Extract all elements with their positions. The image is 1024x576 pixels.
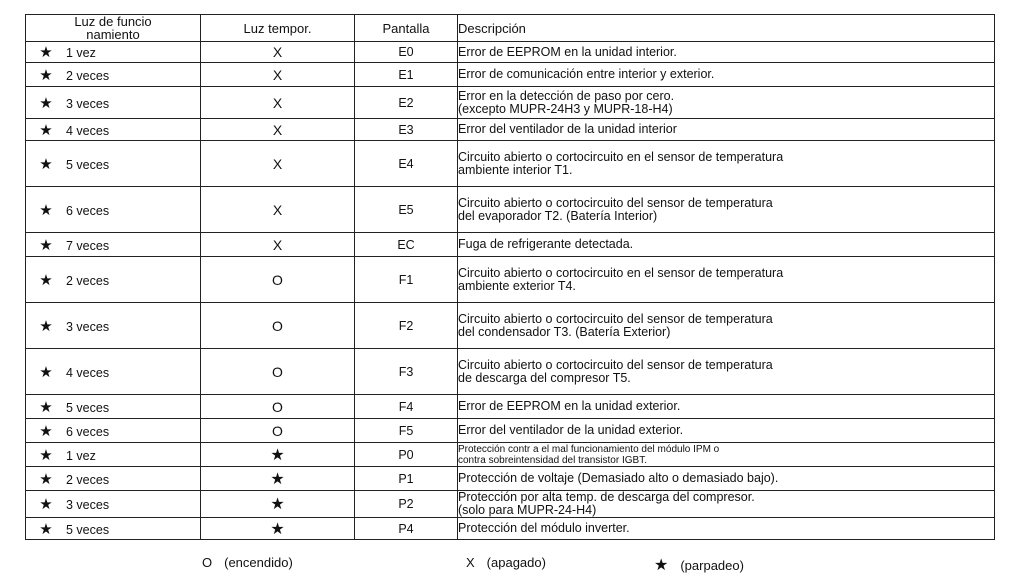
blink-count-cell xyxy=(26,491,201,518)
description-line: Fuga de refrigerante detectada. xyxy=(458,237,634,251)
star-icon: ★ xyxy=(39,422,53,440)
description-line: Error de EEPROM en la unidad exterior. xyxy=(458,399,681,413)
display-code: P1 xyxy=(355,467,458,491)
timer-light-symbol: X xyxy=(272,236,283,253)
blink-count-cell xyxy=(26,42,201,63)
header-pantalla: Pantalla xyxy=(355,15,458,42)
blink-count: 7 veces xyxy=(66,238,110,253)
blink-count-cell xyxy=(26,119,201,141)
legend-off-text: (apagado) xyxy=(486,555,546,570)
description-line: Protección de voltaje (Demasiado alto o demasiado bajo). xyxy=(458,471,779,485)
star-icon: ★ xyxy=(39,44,53,61)
timer-light-symbol: ★ xyxy=(270,496,285,513)
description-cell xyxy=(458,233,995,257)
legend-blink xyxy=(654,555,744,575)
blink-count: 6 veces xyxy=(66,203,110,218)
table-row xyxy=(26,443,995,467)
legend-on xyxy=(202,555,293,570)
blink-count-cell xyxy=(26,518,201,540)
blink-count: 1 vez xyxy=(66,448,96,463)
timer-light-cell xyxy=(201,119,355,141)
star-icon: ★ xyxy=(39,236,53,254)
timer-light-symbol: X xyxy=(272,66,283,83)
description-line: (excepto MUPR-24H3 y MUPR-18-H4) xyxy=(458,101,673,116)
description-line: contra sobreintensidad del transistor IGBT. xyxy=(458,454,647,466)
description-line: Error de EEPROM en la unidad interior. xyxy=(458,44,677,59)
timer-light-cell xyxy=(201,491,355,518)
timer-light-symbol: X xyxy=(272,94,283,111)
description-cell xyxy=(458,419,995,443)
blink-count: 5 veces xyxy=(66,157,110,172)
description-cell xyxy=(458,467,995,491)
display-code: P2 xyxy=(355,491,458,518)
display-code: E2 xyxy=(355,87,458,119)
timer-light-symbol: O xyxy=(272,317,283,334)
legend-off-symbol: X xyxy=(466,555,475,570)
table-row xyxy=(26,63,995,87)
timer-light-cell xyxy=(201,187,355,233)
description-line: Protección contr a el mal funcionamiento del módulo IPM o xyxy=(458,443,720,455)
timer-light-symbol: O xyxy=(272,398,283,415)
table-row xyxy=(26,467,995,491)
star-icon: ★ xyxy=(39,271,53,289)
legend-on-text: (encendido) xyxy=(224,555,293,570)
timer-light-symbol: X xyxy=(272,201,283,218)
blink-count: 4 veces xyxy=(66,123,110,138)
description-line: Error del ventilador de la unidad interior xyxy=(458,122,677,136)
description-cell xyxy=(458,63,995,87)
blink-count-cell xyxy=(26,257,201,303)
description-cell xyxy=(458,87,995,119)
table-row xyxy=(26,303,995,349)
description-cell xyxy=(458,518,995,540)
blink-count: 2 veces xyxy=(66,273,110,288)
star-icon: ★ xyxy=(39,446,53,464)
timer-light-symbol: X xyxy=(272,155,283,172)
table-row xyxy=(26,233,995,257)
blink-count: 5 veces xyxy=(66,400,110,415)
timer-light-cell xyxy=(201,395,355,419)
description-line: Error de comunicación entre interior y exterior. xyxy=(458,67,715,81)
star-icon: ★ xyxy=(39,496,53,513)
star-icon: ★ xyxy=(39,66,53,84)
timer-light-symbol: X xyxy=(272,44,283,60)
display-code: E1 xyxy=(355,63,458,87)
table-row xyxy=(26,87,995,119)
blink-count-cell xyxy=(26,419,201,443)
star-icon: ★ xyxy=(39,155,53,173)
legend-blink-text: (parpadeo) xyxy=(680,558,744,573)
blink-count: 6 veces xyxy=(66,424,110,439)
blink-count: 4 veces xyxy=(66,365,110,380)
description-line: Circuito abierto o cortocircuito del sensor de temperatura xyxy=(458,357,773,372)
description-line: ambiente interior T1. xyxy=(458,162,573,177)
description-line: Circuito abierto o cortocircuito del sensor de temperatura xyxy=(458,195,773,210)
display-code: P4 xyxy=(355,518,458,540)
timer-light-cell xyxy=(201,349,355,395)
star-icon: ★ xyxy=(39,121,53,139)
star-icon: ★ xyxy=(39,398,53,416)
timer-light-cell xyxy=(201,419,355,443)
timer-light-cell xyxy=(201,467,355,491)
table-header-row xyxy=(26,15,995,42)
star-icon: ★ xyxy=(39,94,53,112)
description-line: Circuito abierto o cortocircuito en el sensor de temperatura xyxy=(458,265,784,280)
blink-count: 2 veces xyxy=(66,68,110,83)
description-cell xyxy=(458,42,995,63)
display-code: F2 xyxy=(355,303,458,349)
blink-count-cell xyxy=(26,443,201,467)
description-cell xyxy=(458,443,995,467)
display-code: P0 xyxy=(355,443,458,467)
legend-off xyxy=(466,555,546,570)
timer-light-cell xyxy=(201,443,355,467)
description-line: del condensador T3. (Batería Exterior) xyxy=(458,324,671,339)
display-code: F3 xyxy=(355,349,458,395)
blink-count: 3 veces xyxy=(66,498,110,512)
timer-light-cell xyxy=(201,63,355,87)
display-code: EC xyxy=(355,233,458,257)
description-line: (solo para MUPR-24-H4) xyxy=(458,503,597,517)
table-row xyxy=(26,518,995,540)
timer-light-symbol: O xyxy=(272,363,283,380)
star-icon: ★ xyxy=(39,317,53,335)
display-code: F5 xyxy=(355,419,458,443)
table-row xyxy=(26,419,995,443)
blink-count: 5 veces xyxy=(66,522,110,537)
description-cell xyxy=(458,303,995,349)
blink-count-cell xyxy=(26,141,201,187)
star-icon: ★ xyxy=(39,520,53,538)
timer-light-cell xyxy=(201,42,355,63)
description-line: Error en la detección de paso por cero. xyxy=(458,88,675,103)
blink-count-cell xyxy=(26,349,201,395)
display-code: F1 xyxy=(355,257,458,303)
blink-count-cell xyxy=(26,467,201,491)
table-row xyxy=(26,395,995,419)
description-line: Circuito abierto o cortocircuito del sensor de temperatura xyxy=(458,311,773,326)
error-code-table xyxy=(25,14,995,540)
blink-count-cell xyxy=(26,303,201,349)
table-row xyxy=(26,491,995,518)
description-cell xyxy=(458,141,995,187)
display-code: E0 xyxy=(355,42,458,63)
star-icon: ★ xyxy=(39,201,53,219)
description-cell xyxy=(458,119,995,141)
timer-light-symbol: O xyxy=(272,422,283,439)
table-row xyxy=(26,187,995,233)
description-cell xyxy=(458,349,995,395)
blink-count-cell xyxy=(26,233,201,257)
blink-count: 3 veces xyxy=(66,96,110,111)
timer-light-symbol: X xyxy=(272,121,283,138)
timer-light-cell xyxy=(201,87,355,119)
header-descripcion: Descripción xyxy=(458,15,995,42)
description-cell xyxy=(458,257,995,303)
display-code: E3 xyxy=(355,119,458,141)
header-luz-funcionamiento: Luz de funcio namiento xyxy=(26,15,201,42)
legend-on-symbol: O xyxy=(202,555,213,570)
description-cell xyxy=(458,187,995,233)
timer-light-cell xyxy=(201,233,355,257)
timer-light-symbol: O xyxy=(272,271,283,288)
star-icon: ★ xyxy=(39,363,53,381)
display-code: E5 xyxy=(355,187,458,233)
description-line: ambiente exterior T4. xyxy=(458,278,576,293)
timer-light-cell xyxy=(201,141,355,187)
blink-count: 1 vez xyxy=(66,46,96,60)
table-row xyxy=(26,349,995,395)
blink-count: 3 veces xyxy=(66,319,110,334)
blink-count-cell xyxy=(26,395,201,419)
description-line: Protección del módulo inverter. xyxy=(458,521,630,535)
timer-light-cell xyxy=(201,303,355,349)
description-line: de descarga del compresor T5. xyxy=(458,370,631,385)
description-cell xyxy=(458,491,995,518)
description-line: del evaporador T2. (Batería Interior) xyxy=(458,208,658,223)
blink-count-cell xyxy=(26,187,201,233)
description-line: Error del ventilador de la unidad exterior. xyxy=(458,423,684,437)
header-luz-tempor: Luz tempor. xyxy=(201,15,355,42)
timer-light-symbol: ★ xyxy=(270,446,285,464)
table-row xyxy=(26,42,995,63)
blink-count-cell xyxy=(26,63,201,87)
display-code: F4 xyxy=(355,395,458,419)
table-row xyxy=(26,257,995,303)
display-code: E4 xyxy=(355,141,458,187)
blink-count: 2 veces xyxy=(66,472,110,487)
blink-count-cell xyxy=(26,87,201,119)
timer-light-cell xyxy=(201,257,355,303)
description-cell xyxy=(458,395,995,419)
table-row xyxy=(26,141,995,187)
legend-blink-symbol: ★ xyxy=(654,557,669,574)
timer-light-symbol: ★ xyxy=(270,470,285,488)
timer-light-cell xyxy=(201,518,355,540)
star-icon: ★ xyxy=(39,470,53,488)
description-line: Circuito abierto o cortocircuito en el sensor de temperatura xyxy=(458,149,784,164)
description-line: Protección por alta temp. de descarga del compresor. xyxy=(458,490,755,504)
timer-light-symbol: ★ xyxy=(270,520,285,538)
table-row xyxy=(26,119,995,141)
